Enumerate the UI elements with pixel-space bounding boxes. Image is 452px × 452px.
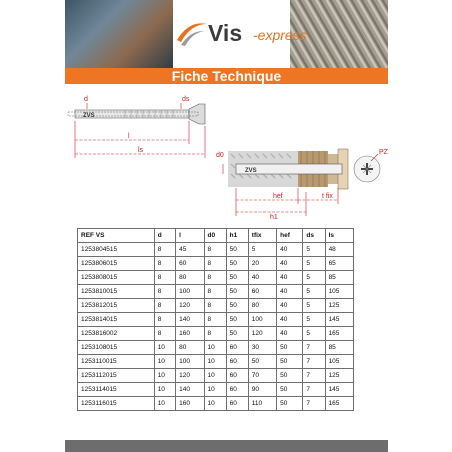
label-tfix: t fix [322, 193, 333, 200]
table-cell: 40 [277, 271, 303, 285]
table-cell: 5 [303, 313, 325, 327]
column-header: l [176, 229, 204, 243]
table-cell: 8 [154, 327, 175, 341]
table-cell: 30 [248, 341, 276, 355]
table-cell: 7 [303, 341, 325, 355]
table-cell: 1253806015 [78, 257, 155, 271]
table-cell: 1253114015 [78, 383, 155, 397]
table-cell: 165 [325, 397, 353, 411]
table-row [78, 369, 354, 383]
table-cell: 65 [325, 257, 353, 271]
table-cell: 80 [248, 299, 276, 313]
table-cell: 50 [226, 271, 248, 285]
table-row [78, 243, 354, 257]
table-cell: 145 [325, 313, 353, 327]
table-cell: 8 [204, 285, 226, 299]
table-cell: 140 [176, 313, 204, 327]
table-cell: 165 [325, 327, 353, 341]
anchor-side-view [68, 104, 205, 124]
column-header: d0 [204, 229, 226, 243]
table-cell: 1253108015 [78, 341, 155, 355]
table-cell: 10 [204, 369, 226, 383]
table-cell: 70 [248, 369, 276, 383]
table-cell: 8 [154, 285, 175, 299]
label-hef: hef [273, 193, 283, 200]
table-cell: 5 [303, 243, 325, 257]
table-cell: 48 [325, 243, 353, 257]
table-cell: 8 [204, 257, 226, 271]
table-cell: 50 [226, 243, 248, 257]
table-cell: 50 [277, 369, 303, 383]
anchor-installed-view [228, 149, 348, 189]
table-cell: 10 [204, 397, 226, 411]
table-cell: 8 [154, 299, 175, 313]
table-cell: 50 [226, 257, 248, 271]
column-header: hef [277, 229, 303, 243]
label-h1: h1 [270, 214, 278, 221]
table-cell: 7 [303, 355, 325, 369]
table-cell: 5 [248, 243, 276, 257]
table-cell: 8 [154, 313, 175, 327]
table-cell: 10 [154, 397, 175, 411]
column-header: tfix [248, 229, 276, 243]
table-cell: 40 [277, 327, 303, 341]
table-cell: 1253812015 [78, 299, 155, 313]
table-row [78, 327, 354, 341]
label-d: d [84, 96, 88, 103]
table-cell: 125 [325, 299, 353, 313]
column-header: d [154, 229, 175, 243]
table-cell: 40 [277, 313, 303, 327]
table-cell: 10 [154, 355, 175, 369]
anchor-stamp-2: ZVS [245, 168, 257, 174]
table-cell: 8 [154, 257, 175, 271]
table-cell: 1253804515 [78, 243, 155, 257]
table-cell: 50 [226, 313, 248, 327]
table-cell: 125 [325, 369, 353, 383]
table-cell: 50 [226, 327, 248, 341]
table-cell: 5 [303, 271, 325, 285]
table-cell: 1253814015 [78, 313, 155, 327]
table-cell: 1253112015 [78, 369, 155, 383]
table-cell: 8 [204, 299, 226, 313]
table-cell: 120 [176, 299, 204, 313]
table-cell: 80 [176, 341, 204, 355]
table-cell: 20 [248, 257, 276, 271]
page-title: Fiche Technique [65, 68, 388, 84]
table-row [78, 383, 354, 397]
page-header [65, 0, 388, 68]
table-cell: 1253808015 [78, 271, 155, 285]
table-cell: 105 [325, 285, 353, 299]
label-pz: PZ [379, 149, 388, 156]
table-cell: 7 [303, 397, 325, 411]
column-header: h1 [226, 229, 248, 243]
table-cell: 50 [248, 355, 276, 369]
table-cell: 60 [226, 397, 248, 411]
column-header: REF VS [78, 229, 155, 243]
table-cell: 60 [226, 355, 248, 369]
table-cell: 100 [176, 355, 204, 369]
table-cell: 80 [176, 271, 204, 285]
table-cell: 10 [154, 341, 175, 355]
table-cell: 5 [303, 257, 325, 271]
table-cell: 50 [277, 355, 303, 369]
table-cell: 50 [226, 299, 248, 313]
table-cell: 7 [303, 369, 325, 383]
table-cell: 8 [204, 271, 226, 285]
column-header: ds [303, 229, 325, 243]
table-cell: 60 [226, 383, 248, 397]
table-cell: 10 [204, 355, 226, 369]
table-cell: 8 [204, 327, 226, 341]
table-cell: 85 [325, 271, 353, 285]
table-cell: 5 [303, 327, 325, 341]
table-row [78, 397, 354, 411]
table-cell: 100 [176, 285, 204, 299]
table-row [78, 341, 354, 355]
table-cell: 110 [248, 397, 276, 411]
table-cell: 1253110015 [78, 355, 155, 369]
table-row [78, 257, 354, 271]
table-cell: 10 [154, 369, 175, 383]
table-row [78, 313, 354, 327]
label-l: l [128, 133, 130, 140]
table-cell: 1253116015 [78, 397, 155, 411]
brand-suffix: -express [253, 27, 307, 43]
table-cell: 120 [248, 327, 276, 341]
brand-name: Vis [208, 20, 243, 46]
table-cell: 60 [248, 285, 276, 299]
table-cell: 10 [204, 341, 226, 355]
table-cell: 50 [226, 285, 248, 299]
table-cell: 1253810015 [78, 285, 155, 299]
table-cell: 50 [277, 341, 303, 355]
table-cell: 40 [277, 243, 303, 257]
table-row [78, 285, 354, 299]
anchor-technical-drawing [65, 88, 388, 223]
table-cell: 5 [303, 299, 325, 313]
table-cell: 145 [325, 383, 353, 397]
spec-table [77, 228, 354, 411]
table-cell: 8 [204, 313, 226, 327]
table-cell: 40 [277, 299, 303, 313]
table-cell: 40 [277, 257, 303, 271]
table-header-row [78, 229, 354, 243]
label-ls: ls [138, 147, 144, 154]
column-header: ls [325, 229, 353, 243]
table-cell: 8 [154, 271, 175, 285]
table-cell: 90 [248, 383, 276, 397]
table-cell: 60 [176, 257, 204, 271]
table-cell: 8 [154, 243, 175, 257]
table-cell: 60 [226, 341, 248, 355]
table-cell: 85 [325, 341, 353, 355]
page-footer [65, 440, 388, 452]
table-cell: 60 [226, 369, 248, 383]
table-cell: 160 [176, 327, 204, 341]
table-cell: 7 [303, 383, 325, 397]
table-cell: 140 [176, 383, 204, 397]
table-row [78, 271, 354, 285]
table-cell: 1253816002 [78, 327, 155, 341]
label-ds-top: ds [182, 96, 190, 103]
table-cell: 10 [204, 383, 226, 397]
table-cell: 10 [154, 383, 175, 397]
table-cell: 105 [325, 355, 353, 369]
table-cell: 45 [176, 243, 204, 257]
table-body [78, 243, 354, 411]
table-cell: 5 [303, 285, 325, 299]
table-row [78, 299, 354, 313]
table-row [78, 355, 354, 369]
swoosh-logo-icon [175, 18, 209, 48]
table-cell: 40 [277, 285, 303, 299]
table-cell: 160 [176, 397, 204, 411]
table-cell: 50 [277, 397, 303, 411]
table-cell: 120 [176, 369, 204, 383]
anchor-stamp: ZVS [83, 113, 95, 119]
tools-photo [65, 0, 173, 68]
table-cell: 8 [204, 243, 226, 257]
table-cell: 50 [277, 383, 303, 397]
label-d0: d0 [216, 152, 224, 159]
table-cell: 100 [248, 313, 276, 327]
table-cell: 40 [248, 271, 276, 285]
pozidriv-icon [354, 154, 380, 182]
